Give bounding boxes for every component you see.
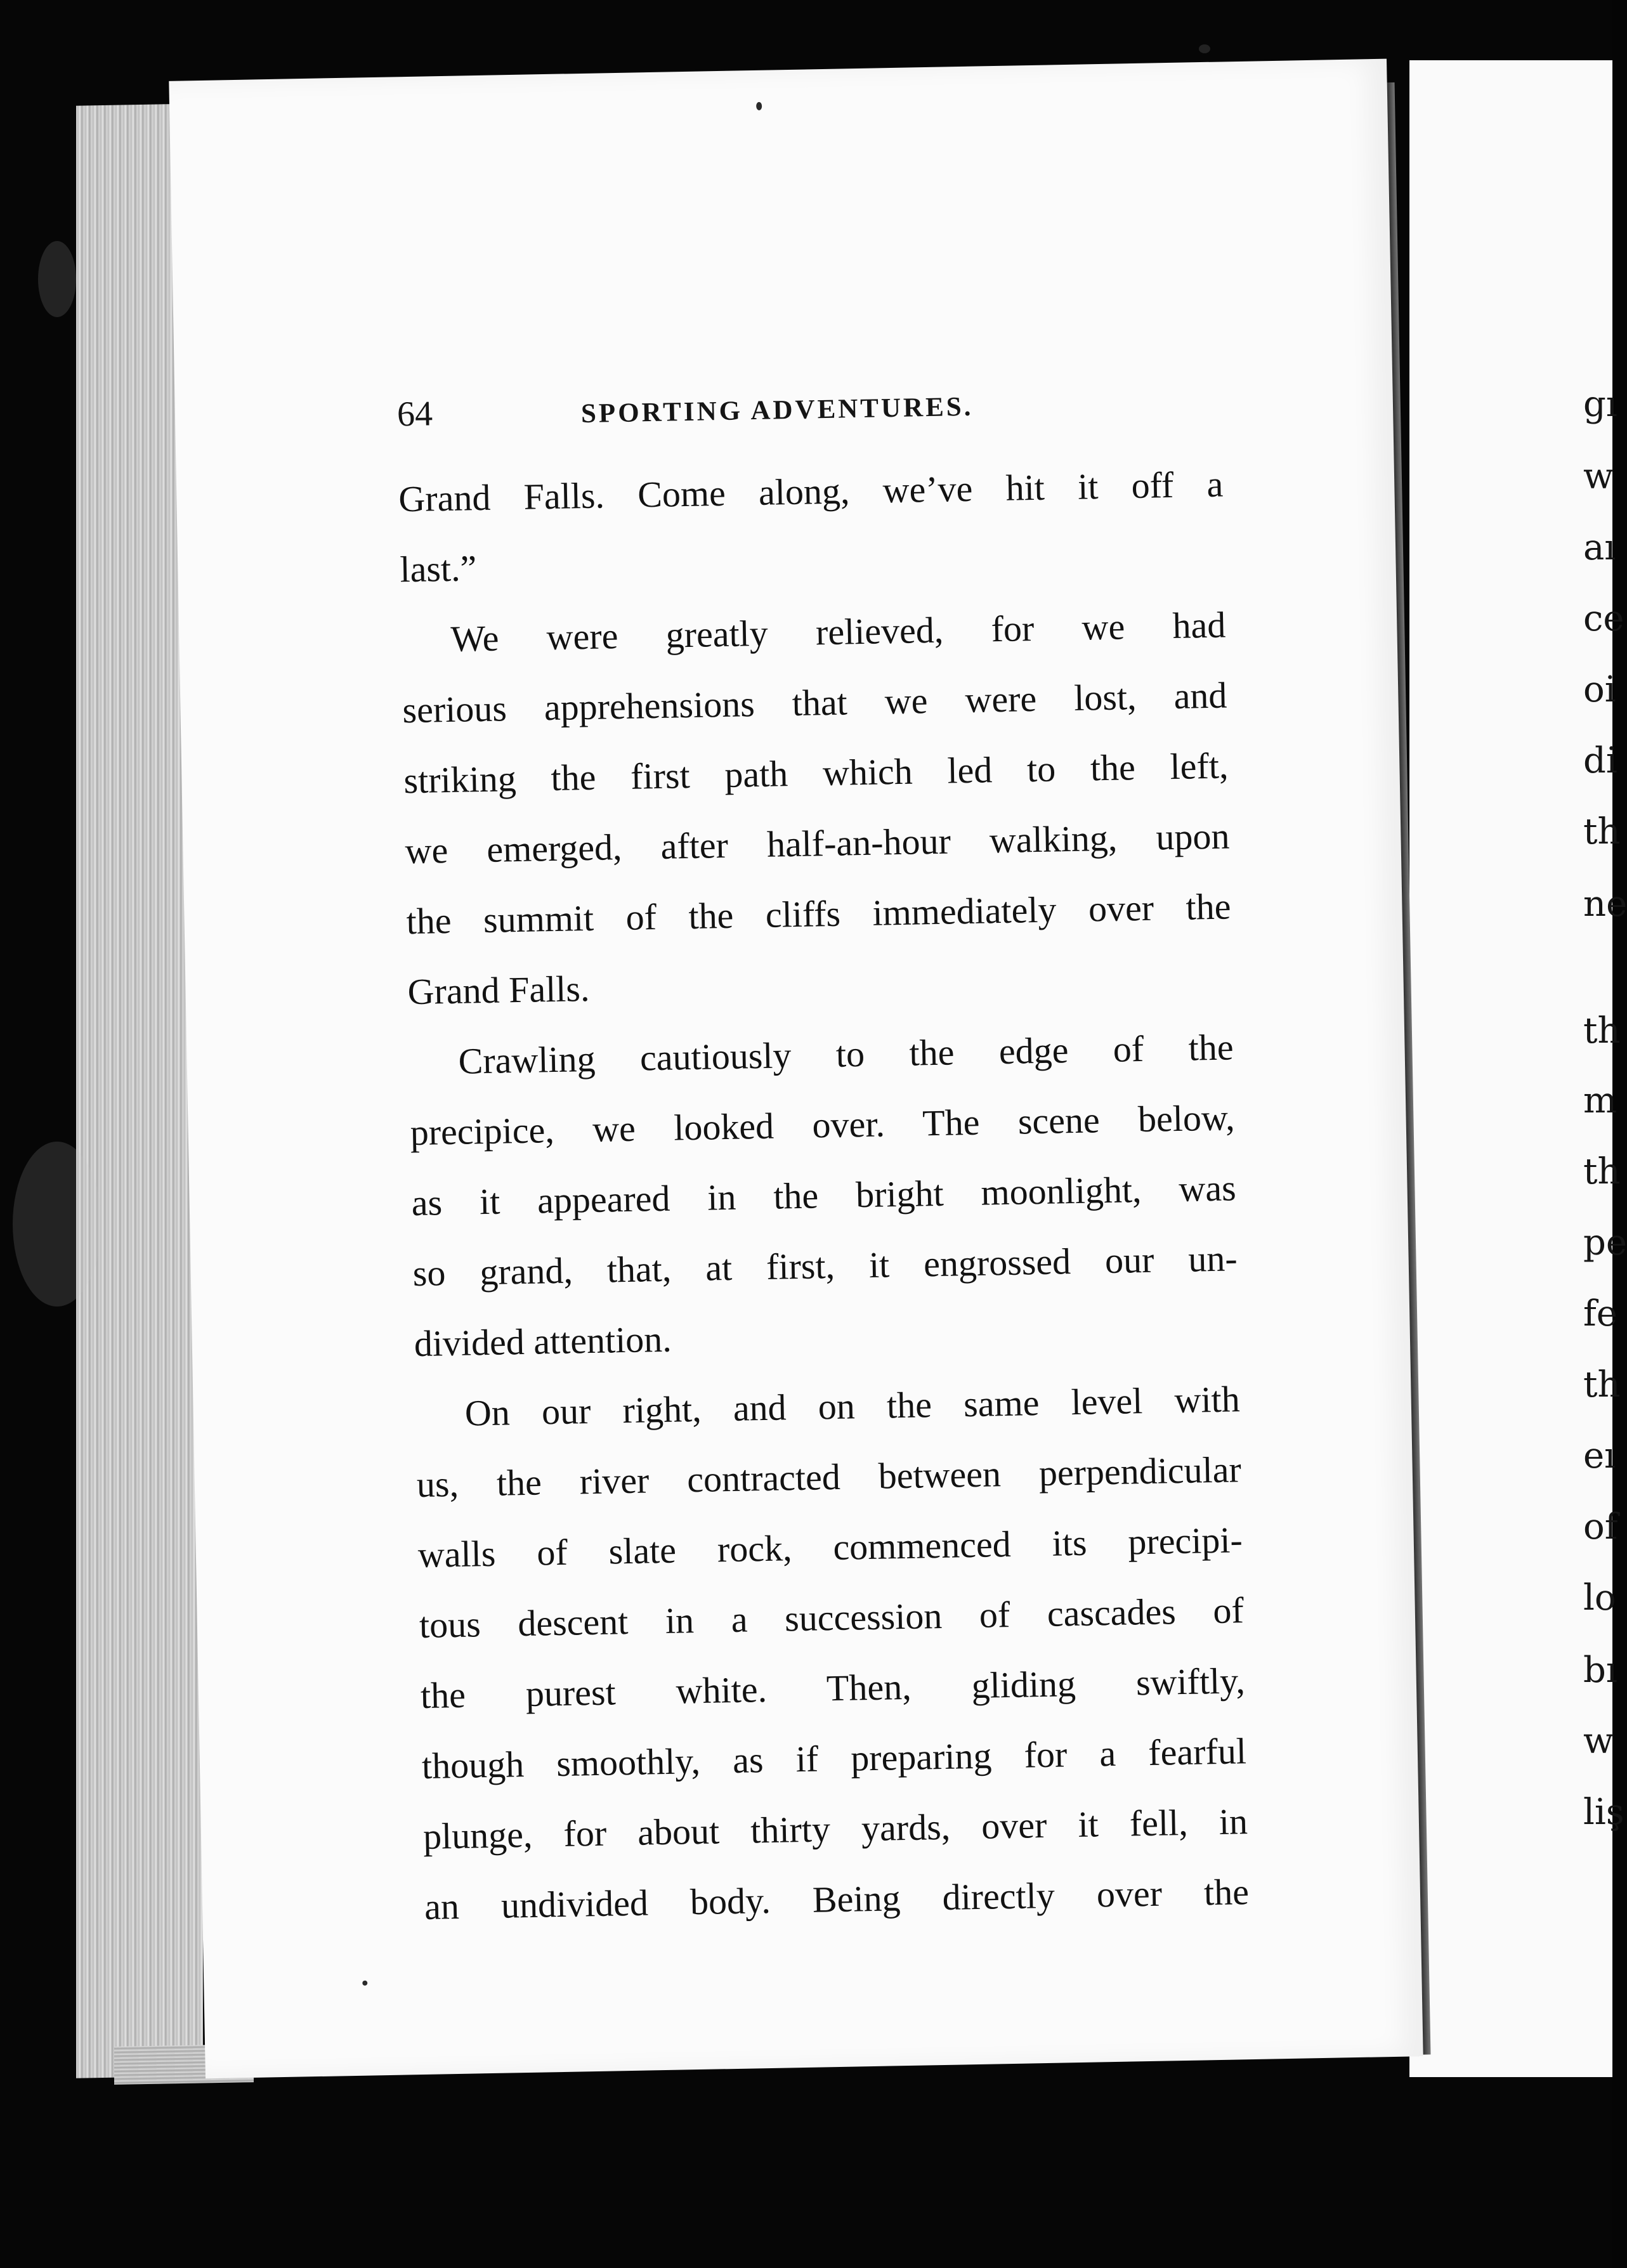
facing-line-fragment: liş bbox=[1583, 1792, 1624, 1833]
facing-line-fragment: aı bbox=[1583, 527, 1616, 568]
text-line: though smoothly, as if preparing for a fearful bbox=[421, 1730, 1247, 1787]
facing-line-fragment: th bbox=[1583, 811, 1621, 852]
facing-line-fragment: th bbox=[1583, 1364, 1621, 1405]
text-line: we emerged, after half-an-hour walking, upon bbox=[405, 815, 1230, 872]
running-head-title: SPORTING ADVENTURES. bbox=[580, 391, 974, 429]
text-line: We were greatly relieved, for we had bbox=[450, 604, 1226, 660]
facing-line-fragment: th bbox=[1583, 1010, 1621, 1052]
facing-line-fragment: gı bbox=[1583, 384, 1617, 425]
text-line: us, the river contracted between perpendicular bbox=[416, 1449, 1242, 1506]
facing-line-fragment: th bbox=[1583, 1151, 1621, 1192]
facing-line-fragment: ce bbox=[1583, 598, 1624, 639]
text-line: precipice, we looked over. The scene below, bbox=[410, 1097, 1236, 1154]
dust-speck bbox=[1199, 44, 1210, 53]
scan-noise bbox=[13, 1142, 101, 1307]
text-line: divided attention. bbox=[414, 1318, 672, 1365]
text-line: the summit of the cliffs immediately over the bbox=[406, 885, 1232, 942]
text-line: Crawling cautiously to the edge of the bbox=[458, 1026, 1234, 1082]
facing-line-fragment: di bbox=[1583, 740, 1617, 781]
body-text bbox=[398, 449, 1249, 1942]
text-line: last.” bbox=[399, 547, 477, 590]
text-line: Grand Falls. bbox=[407, 967, 590, 1013]
facing-line-fragment: w bbox=[1583, 456, 1614, 497]
ink-speck bbox=[756, 102, 762, 110]
facing-line-fragment: lo bbox=[1583, 1577, 1616, 1619]
text-line: so grand, that, at first, it engrossed our un- bbox=[412, 1237, 1238, 1294]
facing-line-fragment: of bbox=[1583, 1506, 1618, 1548]
facing-line-fragment: ne bbox=[1583, 883, 1627, 925]
running-head bbox=[396, 379, 1222, 435]
text-line: Grand Falls. Come along, we’ve hit it off a bbox=[398, 463, 1224, 520]
facing-line-fragment: w bbox=[1583, 1721, 1614, 1762]
text-line: striking the first path which led to the left, bbox=[403, 745, 1229, 802]
facing-line-fragment: m bbox=[1583, 1080, 1617, 1121]
facing-line-fragment: oi bbox=[1583, 669, 1616, 710]
text-line: as it appeared in the bright moonlight, was bbox=[411, 1167, 1237, 1224]
facing-line-fragment: eı bbox=[1583, 1435, 1616, 1476]
text-line: walls of slate rock, commenced its precipi- bbox=[417, 1519, 1243, 1576]
text-line: the purest white. Then, gliding swiftly, bbox=[420, 1660, 1246, 1717]
text-line: serious apprehensions that we were lost, and bbox=[402, 674, 1227, 731]
ink-speck bbox=[362, 1981, 367, 1986]
facing-line-fragment: pe bbox=[1583, 1222, 1627, 1263]
facing-line-fragment: bı bbox=[1583, 1650, 1617, 1691]
facing-page bbox=[1409, 60, 1612, 2077]
page-number: 64 bbox=[396, 394, 433, 434]
text-line: an undivided body. Being directly over the bbox=[424, 1871, 1250, 1927]
book-page bbox=[169, 59, 1423, 2079]
facing-line-fragment: fe bbox=[1583, 1293, 1617, 1334]
text-line: On our right, and on the same level with bbox=[464, 1378, 1241, 1434]
text-line: tous descent in a succession of cascades of bbox=[419, 1589, 1245, 1646]
text-line: plunge, for about thirty yards, over it fell, in bbox=[422, 1801, 1248, 1857]
scan-noise bbox=[38, 241, 76, 317]
